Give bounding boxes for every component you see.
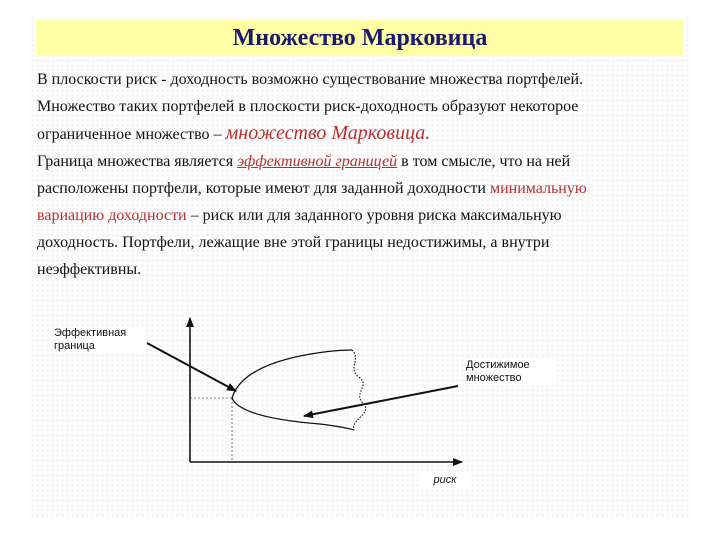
efficient-frontier-label: Эффективная граница [54, 327, 144, 353]
efficient-frontier-term: эффективной границей [237, 153, 398, 170]
text-line-2: Множество таких портфелей в плоскости риск-доходность образуют некоторое [37, 98, 579, 115]
reachable-set-right-edge [352, 350, 366, 430]
variance-term: вариацию доходности [37, 207, 187, 224]
text-line-8: неэффективны. [37, 261, 142, 278]
text-line-5-pre: расположены портфели, которые имеют для заданной доходности [37, 180, 490, 197]
text-line-7: доходность. Портфели, лежащие вне этой границы недостижимы, а внутри [37, 234, 550, 251]
text-line-6-post: – риск или для заданного уровня риска максимальную [186, 207, 562, 224]
text-line-4-post: в том смысле, что на ней [397, 153, 571, 170]
lower-boundary-curve [232, 398, 354, 430]
text-line-3-pre: ограниченное множество – [37, 126, 226, 143]
reachable-set-label: Достижимое множество [466, 359, 556, 385]
minimal-term: минимальную [489, 180, 587, 197]
text-line-4-pre: Граница множества является [37, 153, 238, 170]
arrow-to-efficient-frontier [147, 343, 236, 391]
text-line-1: В плоскости риск - доходность возможно существование множества портфелей. [37, 71, 584, 88]
efficient-frontier-curve [232, 350, 352, 398]
arrow-to-reachable-set [304, 386, 458, 416]
x-axis-label: риск [420, 472, 470, 490]
page-title: Множество Марковица [232, 25, 488, 51]
markowitz-set-term: множество Марковица. [225, 122, 431, 144]
